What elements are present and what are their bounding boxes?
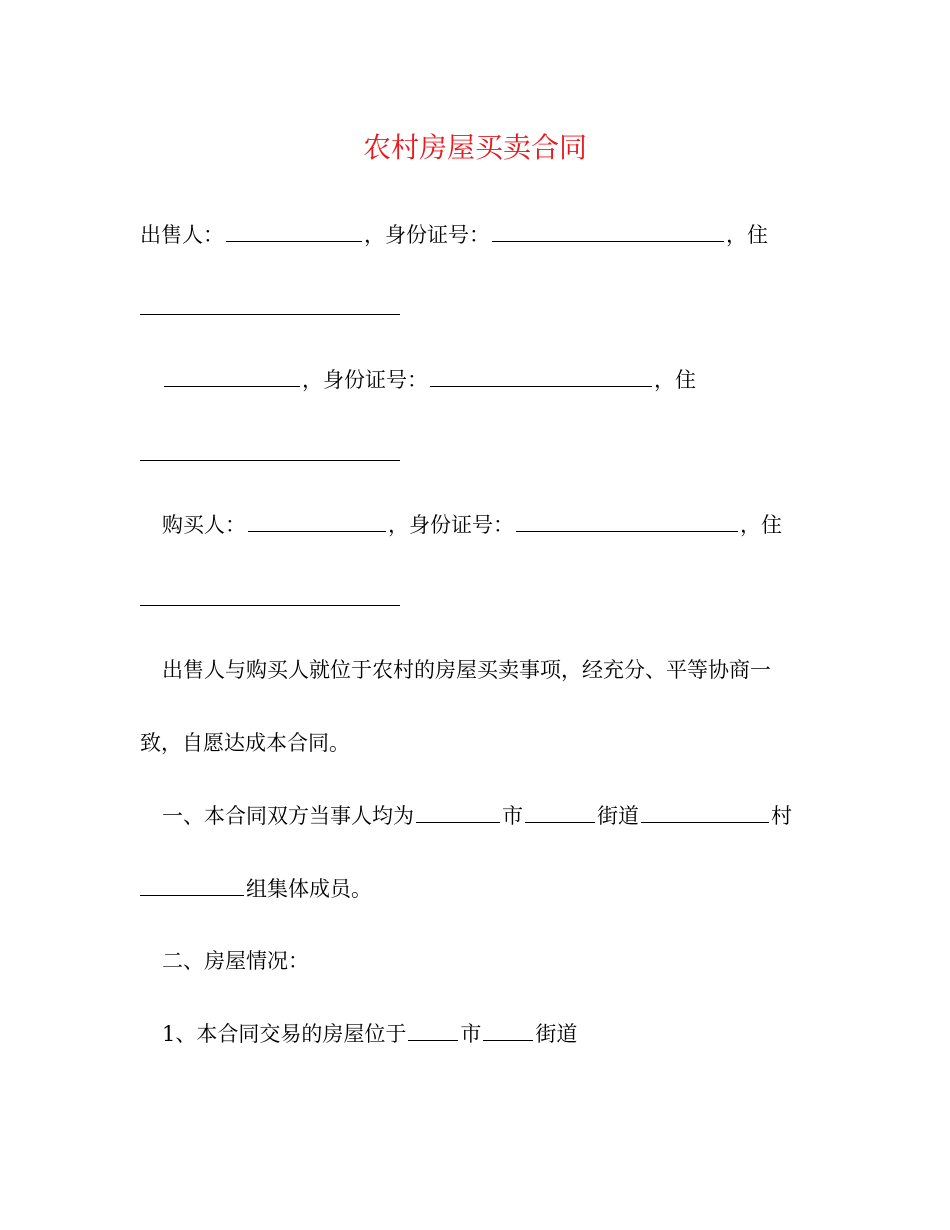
buyer-name-blank xyxy=(248,511,386,532)
buyer-address-blank xyxy=(140,605,400,606)
seller-address-blank xyxy=(140,314,400,315)
seller-id-label: ，身份证号： xyxy=(364,223,490,247)
clause1-group-blank xyxy=(140,875,244,896)
clause1-street-blank xyxy=(525,802,595,823)
seller2-id-blank xyxy=(430,366,652,387)
buyer-label: 购买人： xyxy=(162,513,246,537)
preamble-line-1: 出售人与购买人就位于农村的房屋买卖事项，经充分、平等协商一 xyxy=(162,658,771,682)
buyer-line xyxy=(162,511,782,539)
clause2-item1-street-blank xyxy=(483,1020,533,1041)
preamble-line-2: 致，自愿达成本合同。 xyxy=(140,731,350,755)
seller-id-blank xyxy=(492,221,724,242)
buyer-id-label: ，身份证号： xyxy=(388,513,514,537)
seller2-address-label: ，住 xyxy=(654,368,696,392)
clause1-group-suffix: 组集体成员。 xyxy=(246,877,372,901)
clause1-group-line xyxy=(140,875,372,903)
clause2-item1-street: 街道 xyxy=(535,1022,578,1046)
document-title: 农村房屋买卖合同 xyxy=(362,131,587,164)
seller2-line xyxy=(162,366,696,394)
clause2-item1-city: 市 xyxy=(460,1022,482,1046)
buyer-address-label: ，住 xyxy=(740,513,782,537)
clause2-item1-prefix: 1、本合同交易的房屋位于 xyxy=(162,1022,407,1046)
seller2-id-label: ，身份证号： xyxy=(302,368,428,392)
clause1-city: 市 xyxy=(502,804,523,828)
clause2-item1-line xyxy=(162,1020,577,1048)
buyer-id-blank xyxy=(516,511,738,532)
clause1-village-blank xyxy=(641,802,769,823)
clause1-village: 村 xyxy=(771,804,792,828)
seller-label: 出售人： xyxy=(140,223,224,247)
seller2-address-blank xyxy=(140,460,400,461)
seller-address-label: ，住 xyxy=(726,223,768,247)
clause1-street: 街道 xyxy=(597,804,639,828)
clause1-prefix: 一、本合同双方当事人均为 xyxy=(162,804,414,828)
clause1-city-blank xyxy=(416,802,500,823)
seller-name-blank xyxy=(226,221,362,242)
clause2-heading: 二、房屋情况： xyxy=(162,949,309,973)
seller2-name-blank xyxy=(164,366,300,387)
seller-line xyxy=(140,221,768,249)
clause1-line xyxy=(162,802,792,830)
clause2-item1-city-blank xyxy=(408,1020,458,1041)
